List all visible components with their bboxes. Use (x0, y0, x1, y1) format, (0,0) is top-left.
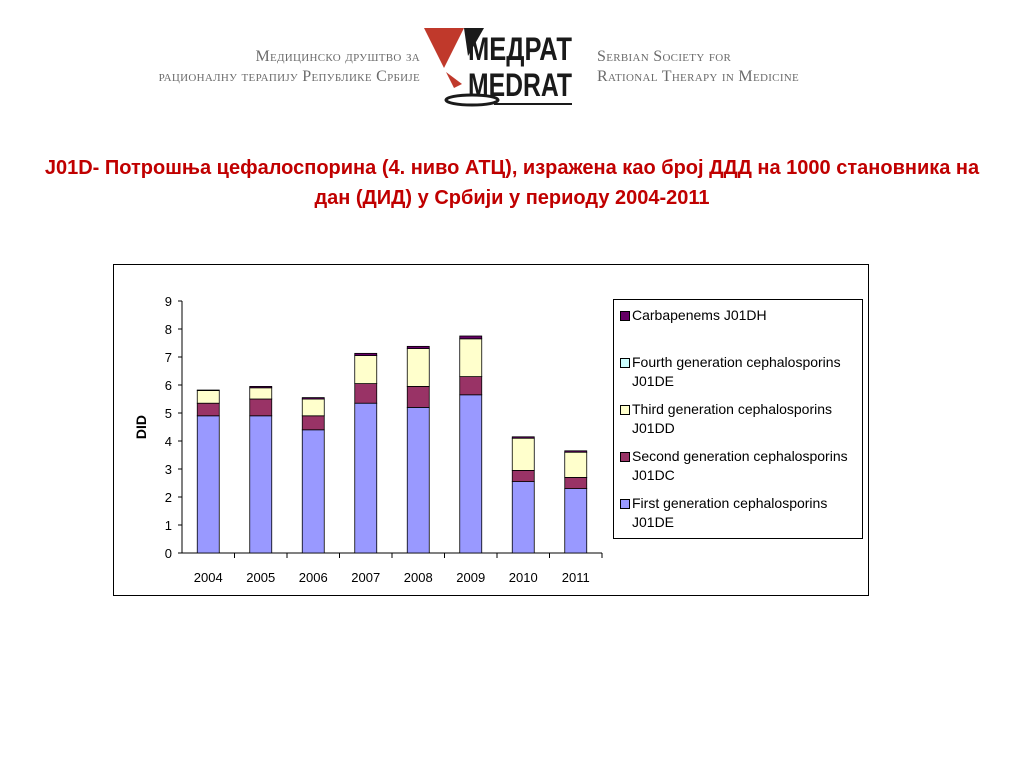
x-tick-label: 2011 (561, 570, 590, 585)
legend-label: Third generation cephalosporins J01DD (632, 401, 833, 436)
bar-segment (250, 388, 272, 399)
legend-swatch (620, 358, 630, 368)
bar-segment (302, 416, 324, 430)
legend-label: First generation cephalosporins J01DE (632, 495, 828, 530)
bar-segment (250, 386, 272, 387)
y-tick-label: 6 (164, 378, 172, 393)
bar-segment (197, 390, 219, 391)
y-tick-label: 2 (164, 490, 172, 505)
bar-segment (460, 336, 482, 339)
org-name-english-line2: Rational Therapy in Medicine (597, 68, 800, 85)
org-name-english (597, 47, 799, 87)
x-tick-label: 2010 (508, 570, 538, 585)
bar-segment (407, 349, 429, 387)
chart-container (113, 264, 869, 596)
org-name-serbian-line1: Медицинско друштво за (255, 48, 420, 65)
org-name-serbian (159, 47, 420, 87)
bar-segment (302, 430, 324, 553)
x-tick-label: 2009 (456, 570, 486, 585)
y-tick-label: 1 (164, 518, 172, 533)
bar-segment (197, 416, 219, 553)
legend-swatch (620, 452, 630, 462)
bar-segment (407, 386, 429, 407)
x-tick-label: 2005 (246, 570, 276, 585)
y-axis-title: DID (133, 414, 149, 440)
bar-segment (460, 377, 482, 395)
bar-segment (302, 399, 324, 416)
medrat-logo (424, 26, 574, 110)
org-name-english-line1: Serbian Society for (597, 48, 732, 65)
bar-segment (565, 451, 587, 452)
org-name-serbian-line2: рационалну терапију Републике Србије (158, 68, 420, 85)
bar-segment (355, 356, 377, 384)
bar-segment (355, 403, 377, 553)
legend-swatch (620, 311, 630, 321)
legend-swatch (620, 405, 630, 415)
y-tick-label: 4 (164, 434, 172, 449)
chart-legend (613, 299, 863, 539)
bar-segment (512, 438, 534, 470)
bar-segment (565, 489, 587, 553)
x-tick-label: 2004 (193, 570, 223, 585)
legend-label: Fourth generation cephalosporins J01DE (632, 354, 841, 389)
bar-segment (197, 403, 219, 416)
y-tick-label: 9 (164, 294, 172, 309)
bar-segment (250, 416, 272, 553)
bar-segment (407, 346, 429, 348)
logo-red-triangle (424, 28, 464, 68)
y-tick-label: 0 (164, 546, 172, 561)
x-tick-label: 2008 (403, 570, 433, 585)
y-tick-label: 7 (164, 350, 172, 365)
legend-label: Second generation cephalosporins J01DC (632, 448, 848, 483)
bar-segment (512, 437, 534, 438)
y-tick-label: 5 (164, 406, 172, 421)
bar-segment (355, 353, 377, 355)
bar-segment (250, 399, 272, 416)
logo-text-latin: MEDRAT (468, 67, 573, 103)
x-tick-label: 2007 (351, 570, 381, 585)
legend-swatch (620, 499, 630, 509)
bar-segment (460, 395, 482, 553)
bar-segment (302, 398, 324, 399)
slide-title: J01D- Потрошња цефалоспорина (4. ниво АТЦ), изражена као број ДДД на 1000 становника на дан (ДИД) у Србији у периоду 2004-2011 (44, 157, 980, 209)
bar-segment (197, 391, 219, 404)
logo-text-cyrillic: МЕДРАТ (468, 31, 573, 67)
bar-segment (407, 407, 429, 553)
x-tick-label: 2006 (298, 570, 328, 585)
bar-segment (565, 452, 587, 477)
logo-lightning (446, 72, 462, 88)
bar-segment (565, 477, 587, 488)
bar-segment (512, 482, 534, 553)
bar-segment (460, 339, 482, 377)
legend-label: Carbapenems J01DH (632, 307, 767, 323)
bar-segment (355, 384, 377, 404)
y-tick-label: 8 (164, 322, 172, 337)
y-tick-label: 3 (164, 462, 172, 477)
bar-segment (512, 470, 534, 481)
